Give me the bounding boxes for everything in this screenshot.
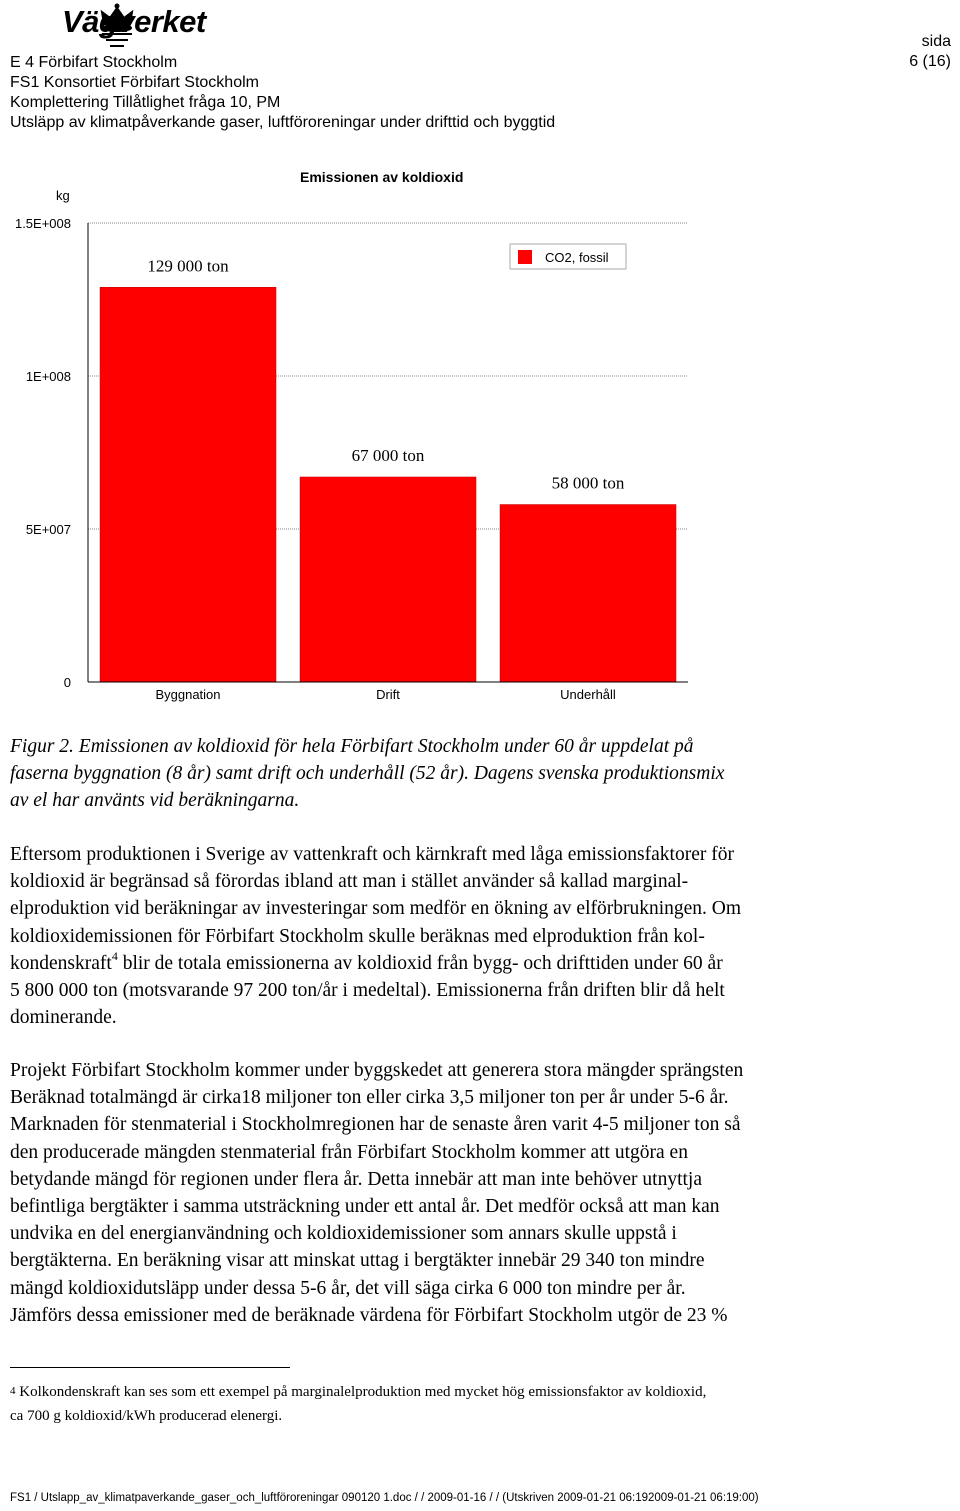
text-line: bergtäkterna. En beräkning visar att minskat uttag i bergtäkter innebär 29 340 ton mindre	[10, 1250, 705, 1272]
bar-byggnation	[100, 287, 276, 682]
text-line: undvika en del energianvändning och koldioxidemissioner som annars skulle uppstå i	[10, 1223, 677, 1245]
text-line: 5 800 000 ton (motsvarande 97 200 ton/år i medeltal). Emissionerna från driften blir då helt	[10, 980, 725, 1002]
caption-line: faserna byggnation (8 år) samt drift och underhåll (52 år). Dagens svenska produktionsmix	[10, 763, 725, 784]
legend-swatch	[518, 250, 532, 264]
text-fragment: kondenskraft	[10, 952, 112, 974]
header-document: Komplettering Tillåtlighet fråga 10, PM	[10, 94, 281, 111]
bar-value-label: 129 000 ton	[147, 256, 229, 276]
brand-name: Vägverket	[62, 4, 206, 39]
caption-line: Figur 2. Emissionen av koldioxid för hela Förbifart Stockholm under 60 år uppdelat på	[10, 736, 694, 757]
y-tick-labels	[15, 216, 71, 690]
y-tick-label: 5E+007	[25, 522, 71, 537]
text-line: elproduktion vid beräkningar av investeringar som medför en ökning av elförbrukningen. Om	[10, 898, 742, 920]
bar-value-label: 67 000 ton	[351, 445, 425, 465]
footnote-marker: 4	[10, 1385, 16, 1397]
text-line: dominerande.	[10, 1007, 117, 1029]
footnote-separator	[10, 1367, 290, 1368]
text-line: Beräknad totalmängd är cirka18 miljoner ton eller cirka 3,5 miljoner ton per år under 5-6 år.	[10, 1087, 729, 1109]
y-tick-label: 1E+008	[25, 369, 71, 384]
figure-caption	[10, 733, 910, 814]
chart-title: Emissionen av koldioxid	[300, 169, 464, 185]
page-label: sida	[921, 33, 951, 50]
paragraph-blasted-rock	[10, 1057, 890, 1329]
text-line: koldioxid är begränsad så förordas ibland att man i stället använder så kallad marginal-	[10, 871, 689, 893]
co2-emission-chart	[0, 155, 960, 715]
y-axis-label: kg	[56, 188, 70, 203]
footnote-text: Kolkondenskraft kan ses som ett exempel på marginalelproduktion med mycket hög emissionsfaktor av koldioxid,	[19, 1384, 707, 1400]
header-project: E 4 Förbifart Stockholm	[10, 54, 178, 71]
text-line: Marknaden för stenmaterial i Stockholmregionen har de senaste åren varit 4-5 miljoner ton så	[10, 1114, 741, 1136]
bar-drift	[300, 477, 476, 682]
x-tick-label: Underhåll	[560, 687, 616, 702]
x-tick-labels	[155, 687, 615, 702]
header-subject: Utsläpp av klimatpåverkande gaser, luftföroreningar under drifttid och byggtid	[10, 114, 556, 131]
text-line: befintliga bergtäkter i samma utsträckning under ett antal år. Det medför också att man kan	[10, 1196, 720, 1218]
text-fragment: blir de totala emissionerna av koldioxid från bygg- och drifttiden under 60 år	[117, 952, 723, 974]
text-line	[10, 950, 890, 977]
bar-value-label: 58 000 ton	[551, 473, 625, 493]
bar-underhåll	[500, 505, 676, 682]
page-footer: FS1 / Utslapp_av_klimatpaverkande_gaser_och_luftföroreningar 090120 1.doc / / 2009-01-16 / / (Utskriven 2009-01-21 06:192009-01-21 06:19:00)	[10, 1492, 759, 1504]
text-line: den producerade mängden stenmaterial från Förbifart Stockholm kommer att utgöra en	[10, 1141, 688, 1163]
y-tick-label: 0	[63, 675, 71, 690]
text-line: Projekt Förbifart Stockholm kommer under byggskedet att generera stora mängder sprängsten	[10, 1060, 744, 1081]
footnote-line: ca 700 g koldioxid/kWh producerad elenergi.	[10, 1408, 283, 1424]
footnote-line	[10, 1379, 910, 1404]
legend	[510, 244, 626, 269]
x-tick-label: Byggnation	[155, 687, 221, 702]
footnote-reference: 4	[111, 948, 118, 963]
legend-label: CO2, fossil	[545, 250, 609, 265]
header-consortium: FS1 Konsortiet Förbifart Stockholm	[10, 74, 259, 91]
text-line: Eftersom produktionen i Sverige av vattenkraft och kärnkraft med låga emissionsfaktorer för	[10, 844, 734, 865]
footnote	[10, 1379, 910, 1428]
paragraph-marginal-electricity	[10, 841, 890, 1031]
text-line: Jämförs dessa emissioner med de beräknade värdena för Förbifart Stockholm utgör de 23 %	[10, 1304, 728, 1326]
x-tick-label: Drift	[376, 687, 400, 702]
text-line: betydande mängd för regionen under flera år. Detta innebär att man inte behöver utnyttja	[10, 1168, 702, 1190]
caption-line: av el har använts vid beräkningarna.	[10, 790, 300, 811]
y-tick-label: 1.5E+008	[14, 216, 71, 231]
text-line: koldioxidemissionen för Förbifart Stockholm skulle beräknas med elproduktion från kol-	[10, 925, 705, 947]
text-line: mängd koldioxidutsläpp under dessa 5-6 år, det vill säga cirka 6 000 ton mindre per år.	[10, 1277, 686, 1299]
page-number: 6 (16)	[909, 53, 951, 70]
